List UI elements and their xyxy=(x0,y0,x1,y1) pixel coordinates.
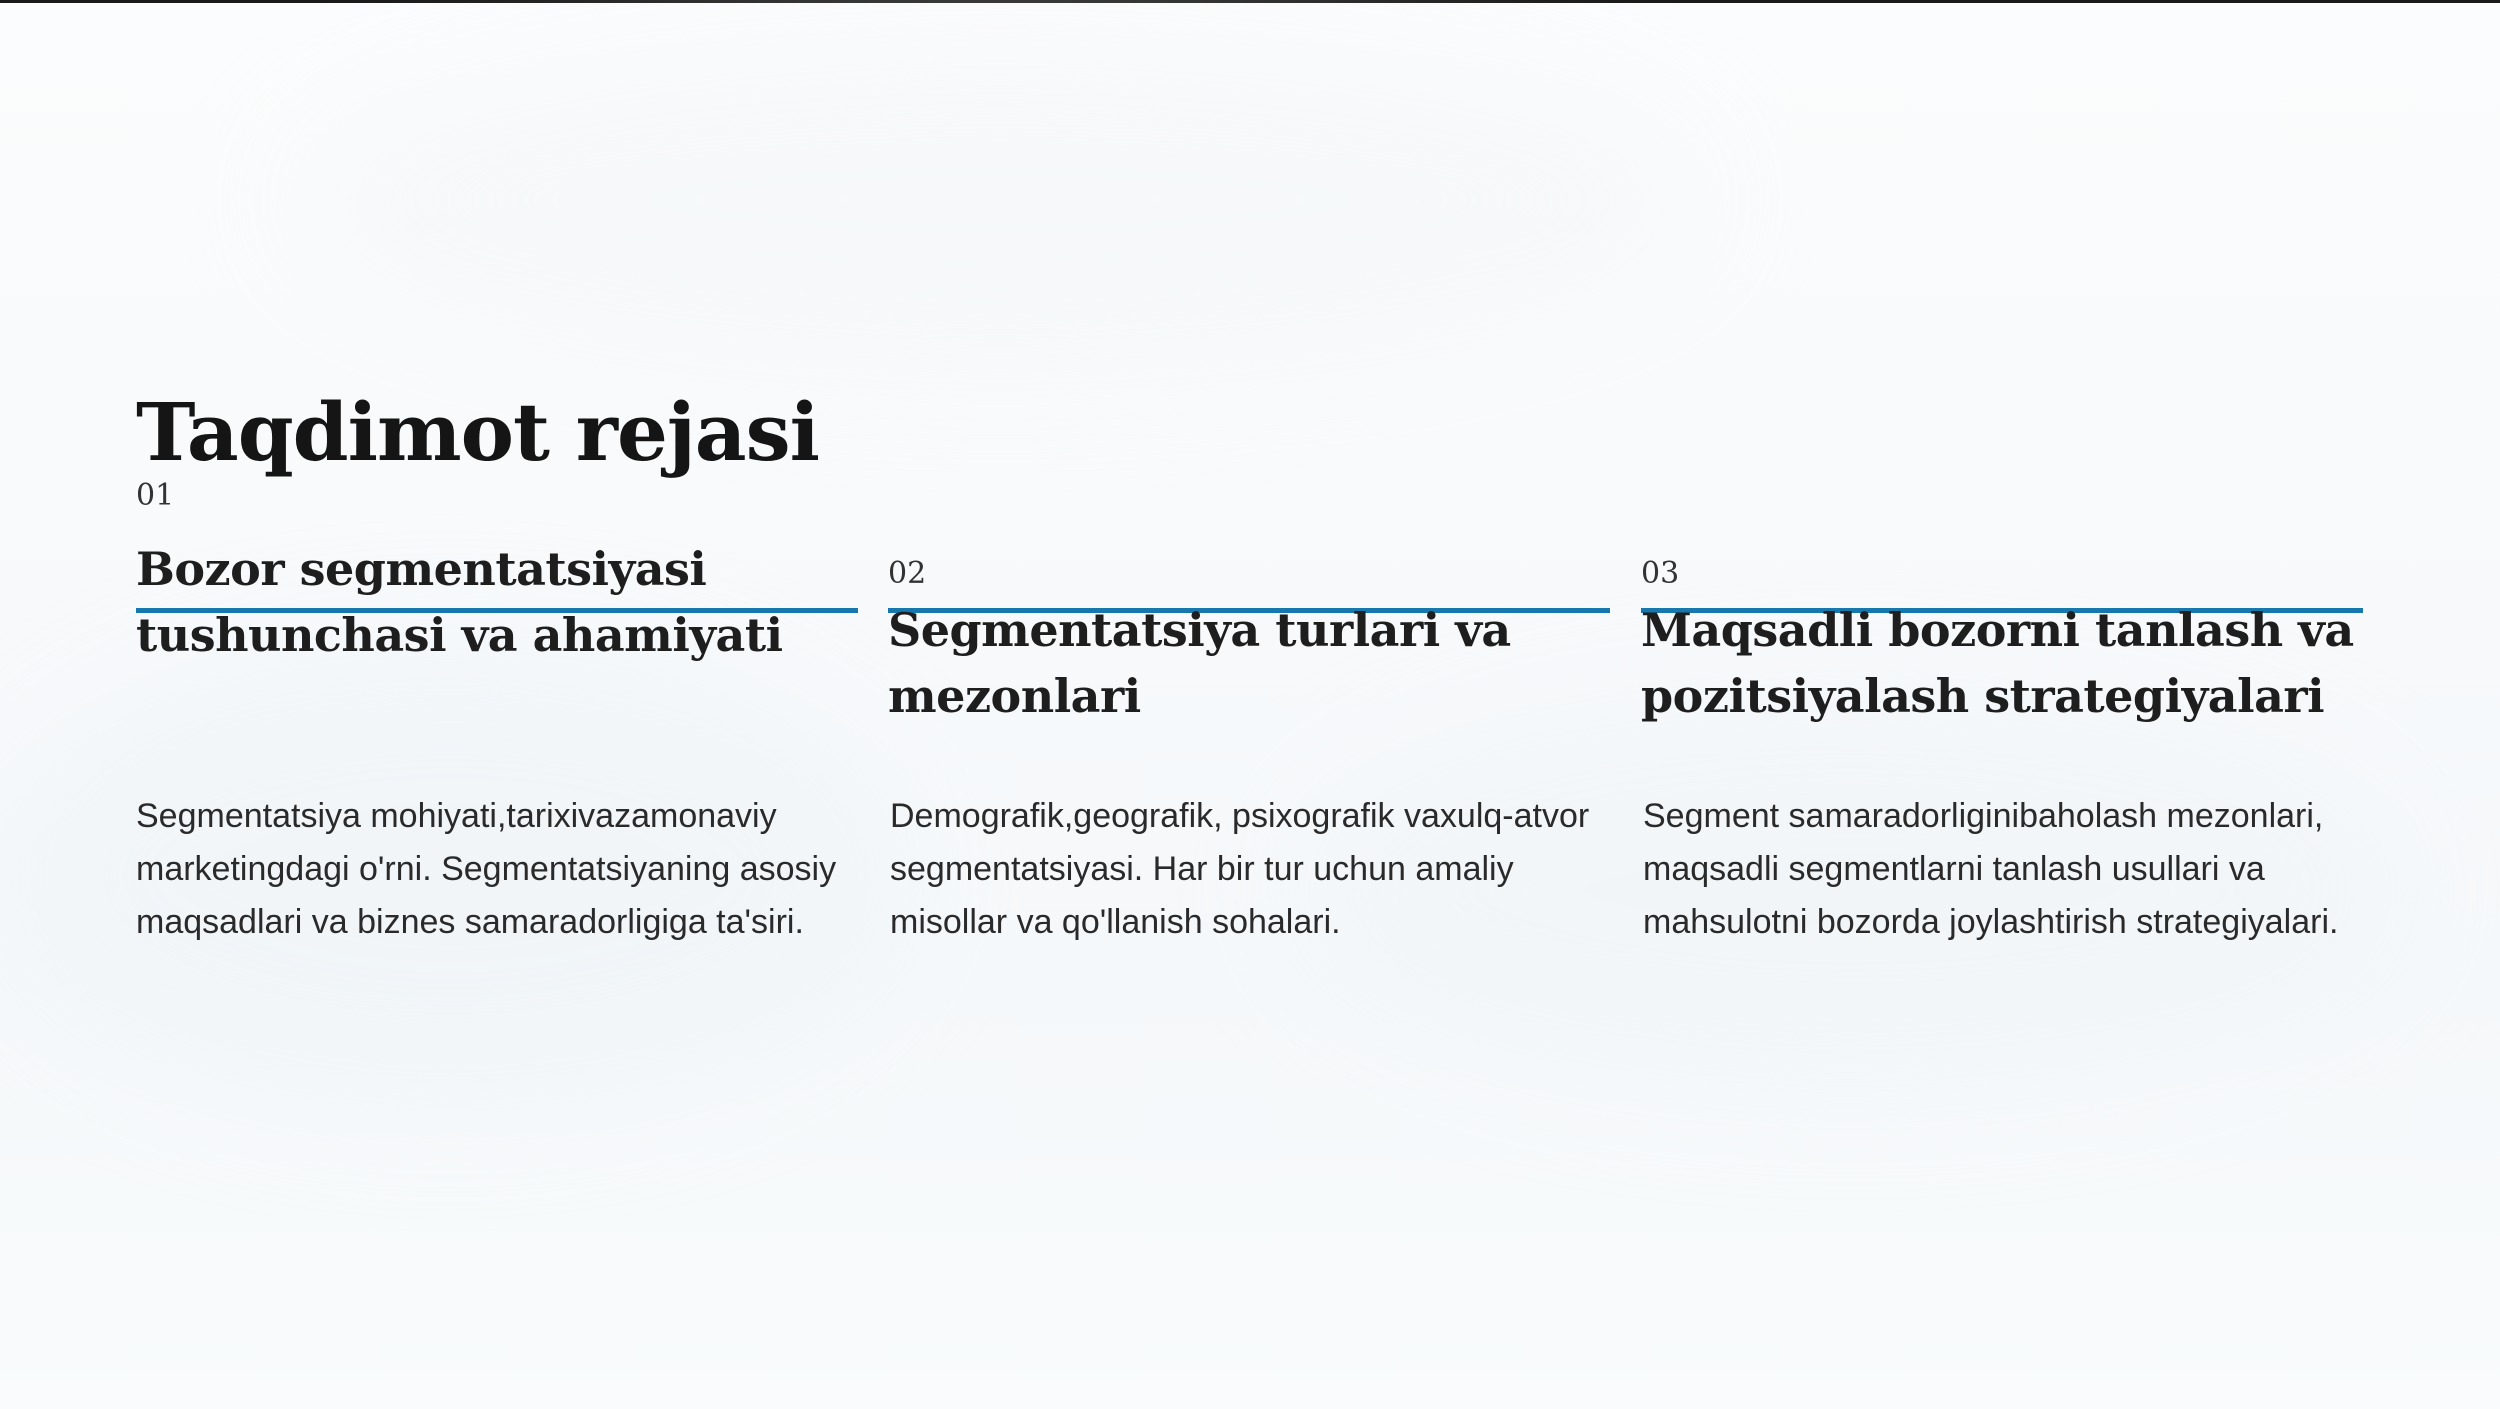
agenda-item-2 xyxy=(888,0,1610,1409)
agenda-item-heading: Segmentatsiya turlari va mezonlari xyxy=(888,603,1511,723)
slide-title: Taqdimot rejasi xyxy=(136,385,820,479)
agenda-item-description: Demografik,geografik, psixografik vaxulq-atvor segmentatsiyasi. Har bir tur uchun amaliy misollar va qo'llanish sohalari. xyxy=(890,797,1590,941)
agenda-item-number: 03 xyxy=(1641,556,1680,591)
agenda-item-3 xyxy=(1641,0,2363,1409)
agenda-item-1 xyxy=(136,0,858,1409)
agenda-item-heading: Bozor segmentatsiyasi tushunchasi va ahamiyati xyxy=(136,542,783,662)
agenda-item-number: 02 xyxy=(888,556,927,591)
agenda-item-heading: Maqsadli bozorni tanlash va pozitsiyalash strategiyalari xyxy=(1641,603,2354,723)
agenda-item-description: Segment samaradorliginibaholash mezonlari, maqsadli segmentlarni tanlash usullari va mahsulotni bozorda joylashtirish strategiyalari. xyxy=(1643,797,2339,941)
agenda-item-number: 01 xyxy=(136,478,175,513)
agenda-item-description: Segmentatsiya mohiyati,tarixivazamonaviy marketingdagi o'rni. Segmentatsiyaning asosiy maqsadlari va biznes samaradorligiga ta'siri. xyxy=(136,797,837,941)
